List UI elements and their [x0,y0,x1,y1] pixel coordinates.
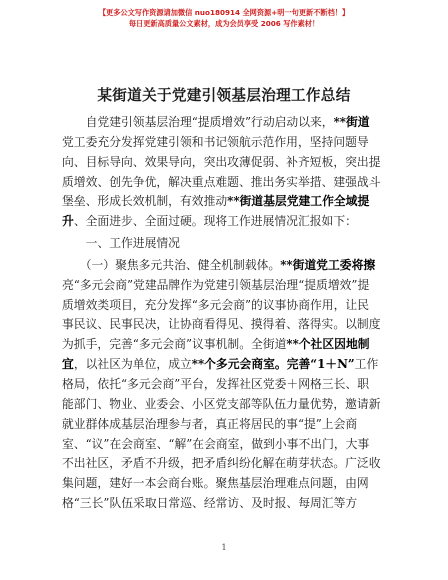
promo-banner [0,7,448,29]
body-line [62,133,390,153]
text-run: 事民议、民事民决，让协商看得见、摸得着、落得实。以制度 [62,317,381,332]
body-line [62,234,390,254]
body-line [62,256,390,276]
bold-text-run: 升 [62,214,74,229]
text-run: 向、目标导向、效果导向，突出攻薄促弱、补齐短板，突出提 [62,154,381,169]
text-run: 党工委充分发挥党建引领和书记领航示范作用，坚持问题导 [62,134,369,149]
text-run: 堡垒、形成长效机制，有效推动 [62,194,228,209]
body-line [62,474,390,494]
text-run: 为抓手，完善“多元会商”议事机制。全街道 [62,337,287,352]
text-run: 格“三长”队伍采取日常巡、经常访、及时报、每周汇等方 [62,496,358,511]
body-line [62,315,390,335]
bold-text-run: **街道 [333,115,370,129]
body-line [62,435,390,455]
text-run: （一）聚焦多元共治、健全机制载体。 [62,257,281,272]
text-run: 格局，依托“多元会商”平台，发挥社区党委＋网格三长、职 [62,376,369,391]
body-line [62,173,390,193]
text-run: 亮“多元会商”党建品牌作为党建引领基层治理“提质增效”提 [62,277,370,292]
bold-text-run: **个多元会商室。完善“1＋N” [191,357,355,372]
text-run: 就业群体成基层治理参与者，真正将居民的事“提”上会商 [62,416,358,431]
promo-banner-line-1: 【更多公文写作资源请加微信 nuo180914 全网资源+明一句更新不断档！】 [98,8,350,17]
text-run: 室、“议”在会商室、“解”在会商室，做到小事不出门，大事 [62,436,370,451]
bold-text-run: **个社区因地制 [286,337,370,352]
body-line [62,454,390,474]
text-run: 一、工作进展情况 [62,236,180,251]
body-line [62,296,390,316]
text-run: 集问题，建好一本会商台账。聚焦基层治理难点问题，由网 [62,476,369,491]
body-line [62,375,390,395]
promo-banner-line-2: 每日更新高质量公文素材，成为会员享受 2006 写作素材！ [128,19,320,28]
body-line [62,212,390,232]
body-line [62,415,390,435]
body-line [62,335,390,355]
document-title: 某街道关于党建引领基层治理工作总结 [97,87,351,104]
body-line [62,113,390,133]
body-line [62,494,390,514]
body-line [62,153,390,173]
text-run: 自党建引领基层治理“提质增效”行动启动以来， [62,115,334,129]
text-run: 质增效、创先争优，解决重点难题、推出务实举措、建强战斗 [62,174,381,189]
text-run: 工作 [354,357,379,372]
text-run: 质增效类项目，充分发挥“多元会商”的议事协商作用，让民 [62,297,369,312]
page-number: 1 [221,543,227,552]
text-run: ，以社区为单位，成立 [73,357,192,372]
body-line [62,395,390,415]
body-line [62,355,390,375]
text-run: 能部门、物业、业委会、小区党支部等队伍力量优势，邀请新 [62,396,381,411]
bold-text-run: **街道党工委将擦 [280,257,376,272]
bold-text-run: **街道基层党建工作全域提 [227,194,370,209]
bold-text-run: 宜 [62,357,74,372]
body-line [62,192,390,212]
document-body [62,113,390,514]
body-line [62,276,390,296]
text-run: 不出社区，矛盾不升级，把矛盾纠纷化解在萌芽状态。广泛收 [62,456,381,471]
text-run: 、全面进步、全面过硬。现将工作进展情况汇报如下： [73,214,357,229]
